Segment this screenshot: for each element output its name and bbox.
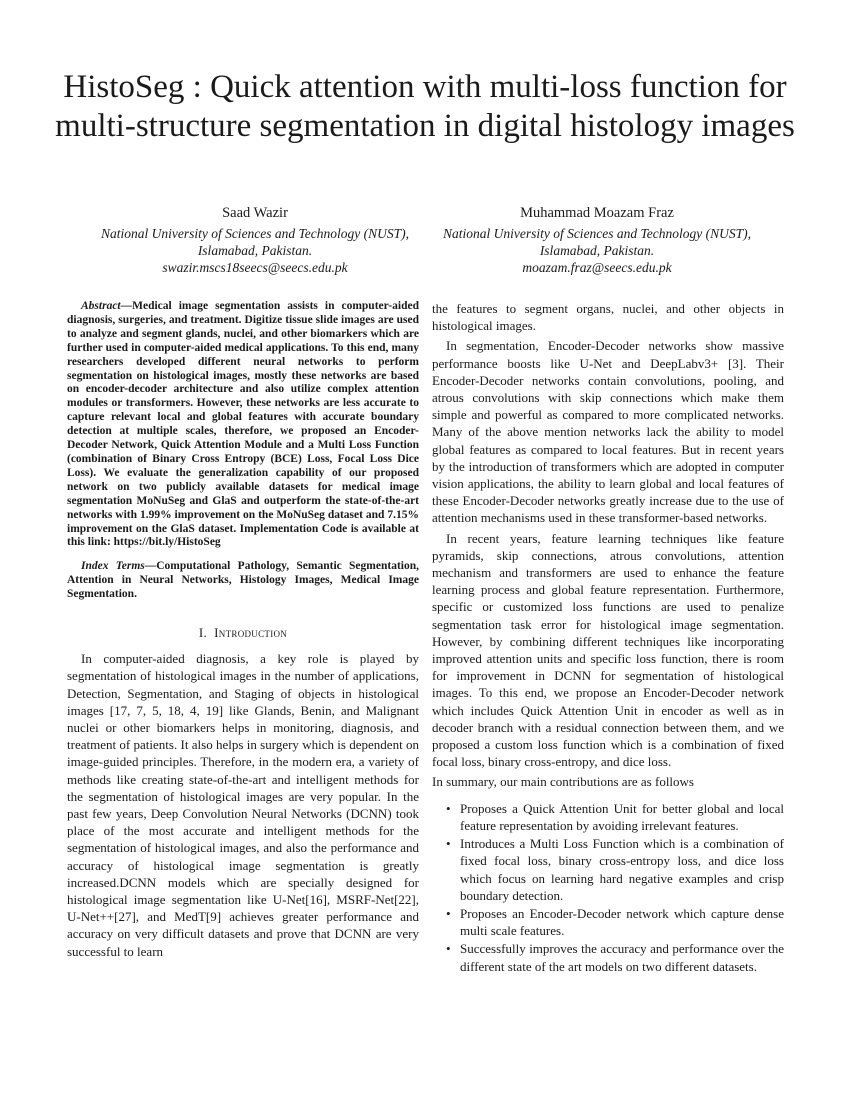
abstract (67, 300, 419, 550)
bullet-icon: • (446, 836, 451, 852)
author-name: Saad Wazir (222, 205, 288, 221)
contributions-intro: In summary, our main contributions are as follows (432, 774, 694, 790)
contribution-text: Introduces a Multi Loss Function which is a combination of fixed focal loss, binary cross-entropy loss, and dice loss which focus on learning hard negative examples and crisp boundary detection. (460, 836, 784, 903)
section-number: I. (198, 625, 208, 641)
index-terms (67, 560, 419, 602)
intro-paragraph-1-continued: the features to segment organs, nuclei, and other objects in histological images. (432, 301, 784, 334)
intro-paragraph-3: In recent years, feature learning techniques like feature pyramids, skip connections, atrous convolutions, attention mechanism and transformers are used to enhance the feature learning process and global feature representation. Furthermore, specific or customized loss functions are used to penalize segmentation task error for histological image segmentation. However, by combining different techniques like incorporating improved attention units and specific loss function, there is room for improvement in DCNN for segmentation of histological images. To this end, we propose an Encoder-Decoder network which includes Quick Attention Unit in encoder as well as in decoder branch with a residual connection between them, and we proposed a custom loss function which is a combination of fixed focal loss, binary cross-entropy, and dice loss. (432, 530, 784, 770)
author-affiliation: National University of Sciences and Technology (NUST), (442, 226, 752, 241)
abstract-text: —Medical image segmentation assists in computer-aided diagnosis, surgeries, and treatment. Digitize tissue slide images are used to analyze and segment glands, nuclei, and other biomarkers which are further used in computer-aided medical applications. To this end, many researchers developed different neural networks to perform segmentation on histological images, mostly these networks are based on encoder-decoder architecture and also utilize complex attention modules or transformers. However, these networks are less accurate to capture relevant local and global features with accurate boundary detection at multiple scales, therefore, we proposed an Encoder-Decoder Network, Quick Attention Module and a Multi Loss Function (combination of Binary Cross Entropy (BCE) Loss, Focal Loss Dice Loss). We evaluate the generalization capability of our proposed network on two publicly available datasets for medical image segmentation MoNuSeg and GlaS and outperform the state-of-the-art networks with 1.99% improvement on the MoNuSeg dataset and 7.15% improvement on the GlaS dataset. Implementation Code is available at this link: https://bit.ly/HistoSeg (67, 300, 419, 549)
bullet-icon: • (446, 800, 451, 816)
intro-paragraph-1: In computer-aided diagnosis, a key role is played by segmentation of histological images in the number of applications, Detection, Segmentation, and Staging of objects in histological images [17, 7, 5, 18, 4, 19] like Glands, Benin, and Malignant nuclei or other biomarkers helps in monitoring, diagnosis, and treatment of patients. It also helps in surgery which is dependent on image-guided principles. Therefore, in the modern era, a variety of methods like creating state-of-the-art and intelligent methods for the segmentation of histological images are very popular. In the past few years, Deep Convolution Neural Networks (DCNN) took place of the most accurate and intelligent methods for the segmentation of histological images, and also the performance and accuracy of histological image segmentation is greatly increased.DCNN models which are specially designed for histological image segmentation like U-Net[16], MSRF-Net[22], U-Net++[27], and MedT[9] achieves greater performance and accuracy on very difficult datasets and prove that DCNN are very successful to learn (67, 651, 419, 959)
author-email: moazam.fraz@seecs.edu.pk (522, 260, 672, 275)
list-item (446, 905, 784, 939)
index-terms-text: —Computational Pathology, Semantic Segmentation, Attention in Neural Networks, Histology Images, Medical Image Segmentation. (67, 560, 419, 601)
intro-paragraph-2: In segmentation, Encoder-Decoder networks show massive performance boosts like U-Net and DeepLabv3+ [3]. Their Encoder-Decoder networks contain convolutions, pooling, and atrous convolutions with skip connections which make them simple and powerful as compared to more complicated networks. Many of the above mention networks lack the ability to model global features as compared to local features. But in recent years by the introduction of transformers which are adopted in computer vision applications, the ability to learn global and local features of these Encoder-Decoder networks greatly increase due to the use of attention mechanisms used in these transformer-based networks. (432, 338, 784, 526)
contribution-text: Successfully improves the accuracy and performance over the different state of the art models on two different datasets. (460, 941, 784, 974)
abstract-label: Abstract (81, 300, 121, 312)
author-name: Muhammad Moazam Fraz (520, 205, 674, 221)
author-location: Islamabad, Pakistan. (197, 243, 313, 258)
section-heading-introduction (67, 624, 419, 641)
author-location: Islamabad, Pakistan. (539, 243, 655, 258)
left-column (67, 300, 419, 963)
index-terms-label: Index Terms (81, 560, 145, 573)
bullet-icon: • (446, 941, 451, 957)
right-column (432, 300, 784, 976)
author-block-1 (90, 205, 420, 276)
author-email: swazir.mscs18seecs@seecs.edu.pk (162, 260, 348, 275)
bullet-icon: • (446, 905, 451, 921)
list-item (446, 800, 784, 834)
author-block-2 (432, 205, 762, 276)
author-affiliation: National University of Sciences and Technology (NUST), (100, 226, 410, 241)
contributions-list (432, 800, 784, 975)
contribution-text: Proposes an Encoder-Decoder network which capture dense multi scale features. (460, 905, 784, 939)
section-title: Introduction (214, 625, 288, 641)
list-item (446, 940, 784, 974)
contribution-text: Proposes a Quick Attention Unit for better global and local feature representation by avoiding irrelevant features. (460, 800, 784, 833)
paper-title: HistoSeg : Quick attention with multi-loss function for multi-structure segmentation in digital histology images (55, 69, 795, 144)
list-item (446, 835, 784, 904)
